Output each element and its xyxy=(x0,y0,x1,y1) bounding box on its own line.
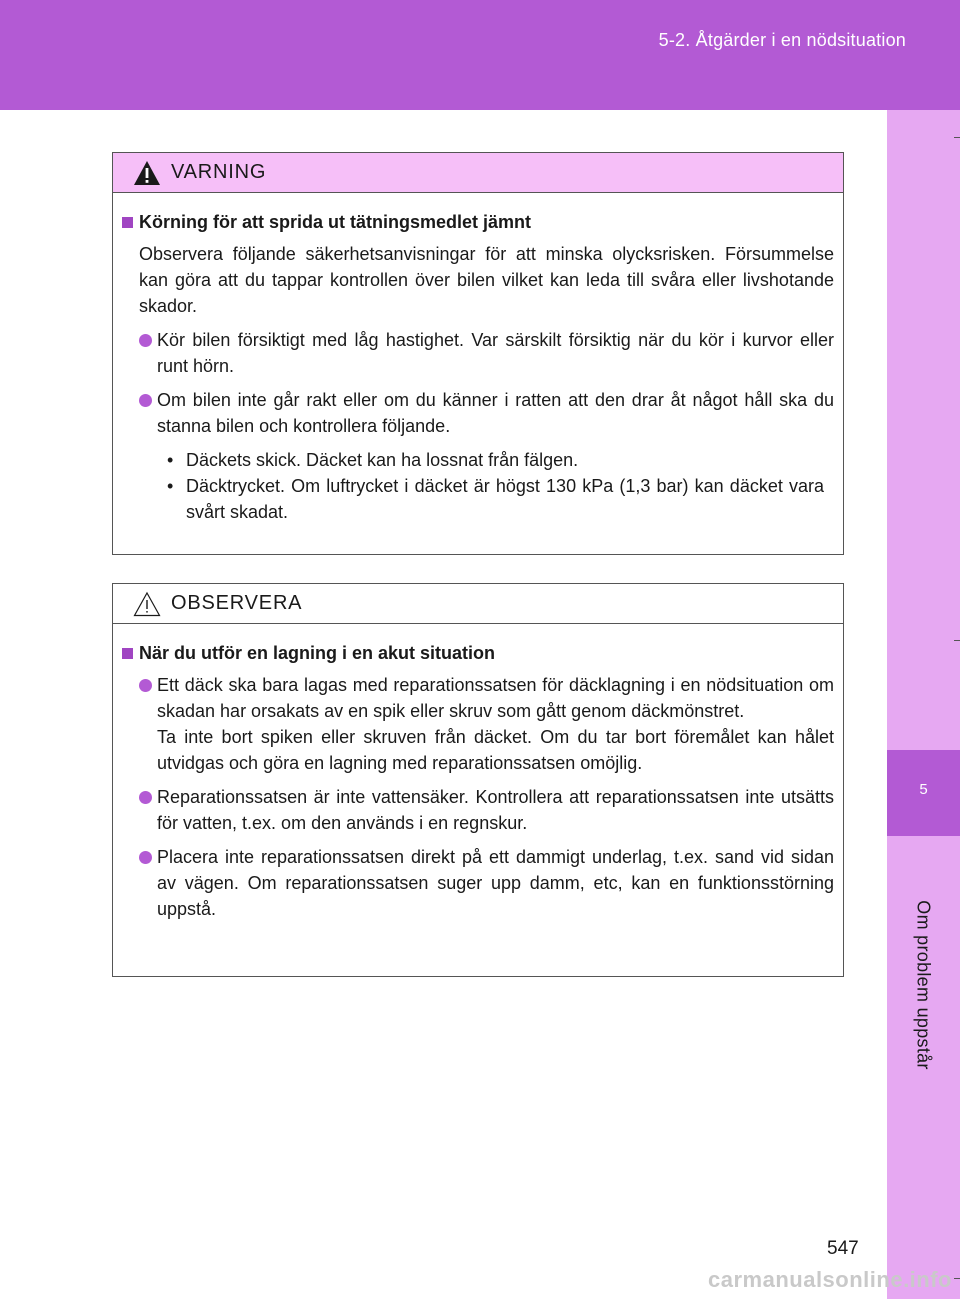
section-title: 5-2. Åtgärder i en nödsituation xyxy=(658,30,906,50)
list-item xyxy=(139,784,834,836)
sub-item-text: Däcktrycket. Om luftrycket i däcket är högst 130 kPa (1,3 bar) kan däcket vara svårt skadat. xyxy=(186,476,824,522)
bullet-text xyxy=(157,672,834,776)
notice-body xyxy=(113,624,843,922)
square-bullet-icon xyxy=(122,648,133,659)
bullet-text: Om bilen inte går rakt eller om du känner i ratten att den drar åt något håll ska du stanna bilen och kontrollera följande. xyxy=(157,390,834,436)
circle-bullet-icon xyxy=(139,851,152,864)
page-number: 547 xyxy=(827,1238,859,1259)
notice-box-header xyxy=(113,584,843,624)
circle-bullet-icon xyxy=(139,791,152,804)
notice-subheading xyxy=(122,640,834,666)
warning-box-header xyxy=(113,153,843,193)
notice-subheading-text: När du utför en lagning i en akut situation xyxy=(139,643,496,663)
side-tab-chapter-title: Om problem uppstår xyxy=(913,900,934,1070)
sub-list-item xyxy=(167,473,834,525)
notice-title: OBSERVERA xyxy=(171,592,303,614)
circle-bullet-icon xyxy=(139,394,152,407)
warning-triangle-filled-icon xyxy=(133,160,161,186)
header-band xyxy=(0,0,960,110)
list-item xyxy=(139,844,834,922)
warning-subheading-text: Körning för att sprida ut tätningsmedlet jämnt xyxy=(139,212,532,232)
sub-bullet-mark: • xyxy=(167,450,174,470)
list-item xyxy=(139,327,834,379)
bullet-text-line: Ett däck ska bara lagas med reparationssatsen för däcklagning i en nödsituation om skadan har orsakats av en spik eller skruv som gått genom däckmönstret. xyxy=(157,675,834,721)
side-tab-chapter-number: 5 xyxy=(887,750,960,836)
footer-watermark: carmanualsonline.info xyxy=(708,1267,952,1292)
sub-list-item xyxy=(167,447,834,473)
side-tab-upper xyxy=(887,110,960,750)
edge-tick xyxy=(954,137,960,138)
list-item xyxy=(139,672,834,776)
bullet-text: Kör bilen försiktigt med låg hastighet. Var särskilt försiktig när du kör i kurvor eller runt hörn. xyxy=(157,330,834,376)
bullet-text-line: Ta inte bort spiken eller skruven från däcket. Om du tar bort föremålet kan hålet utvidgas och göra en lagning med reparationssatsen omöjlig. xyxy=(157,727,834,773)
edge-tick xyxy=(954,1278,960,1279)
sub-list xyxy=(167,447,834,525)
circle-bullet-icon xyxy=(139,679,152,692)
bullet-text: Placera inte reparationssatsen direkt på ett dammigt underlag, t.ex. sand vid sidan av vägen. Om reparationssatsen suger upp damm, etc, kan en funktionsstörning uppstå. xyxy=(157,847,834,919)
warning-paragraph: Observera följande säkerhetsanvisningar för att minska olycksrisken. Försummelse kan göra att du tappar kontrollen över bilen vilket kan leda till svåra eller livshotande skador. xyxy=(139,244,834,316)
warning-box xyxy=(112,152,844,555)
sub-bullet-mark: • xyxy=(167,476,174,496)
circle-bullet-icon xyxy=(139,334,152,347)
warning-body xyxy=(113,193,843,525)
list-item xyxy=(139,387,834,439)
bullet-text: Reparationssatsen är inte vattensäker. Kontrollera att reparationssatsen inte utsätts för vatten, t.ex. om den används i en regnskur. xyxy=(157,787,834,833)
warning-subheading xyxy=(122,209,834,235)
notice-triangle-outline-icon xyxy=(133,591,161,617)
sub-item-text: Däckets skick. Däcket kan ha lossnat från fälgen. xyxy=(186,450,579,470)
warning-title: VARNING xyxy=(171,161,267,183)
edge-tick xyxy=(954,640,960,641)
notice-box xyxy=(112,583,844,977)
square-bullet-icon xyxy=(122,217,133,228)
